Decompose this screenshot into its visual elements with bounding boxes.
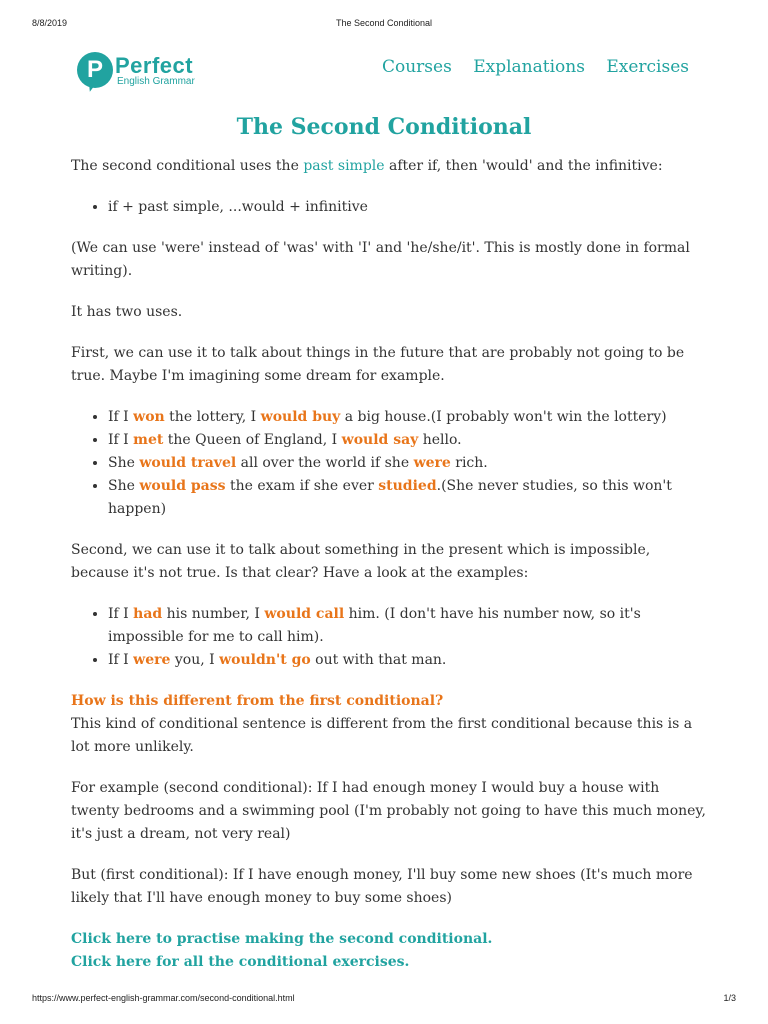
page-title: The Second Conditional <box>236 114 532 140</box>
example-text: .(She never studies, so this won't happen) <box>108 478 672 517</box>
logo-p-icon: P <box>77 52 113 88</box>
first-use-paragraph: First, we can use it to talk about things in the future that are probably not going to be true. Maybe I'm imagining some dream for example. <box>71 345 685 384</box>
example-text: the lottery, I <box>164 409 261 425</box>
site-logo[interactable] <box>77 52 217 94</box>
note-paragraph: (We can use 'were' instead of 'was' with 'I' and 'he/she/it'. This is mostly done in formal writing). <box>71 240 690 279</box>
intro-highlight: past simple <box>303 158 385 174</box>
article-body <box>71 155 711 974</box>
verb-highlight: studied <box>378 478 437 494</box>
examples-present-list <box>71 603 711 672</box>
nav-explanations[interactable]: Explanations <box>473 57 585 77</box>
example-item <box>108 452 711 475</box>
nav-exercises[interactable]: Exercises <box>606 57 689 77</box>
example-item <box>108 429 711 452</box>
intro-before: The second conditional uses the <box>71 158 304 174</box>
examples-future-list <box>71 406 711 521</box>
example-text: hello. <box>418 432 462 448</box>
logo-subtitle: English Grammar <box>117 76 195 87</box>
example-text: the exam if she ever <box>225 478 379 494</box>
verb-highlight: met <box>133 432 164 448</box>
verb-highlight: wouldn't go <box>219 652 311 668</box>
practise-link[interactable]: Click here to practise making the second conditional. <box>71 931 493 947</box>
print-url: https://www.perfect-english-grammar.com/second-conditional.html <box>32 993 295 1003</box>
verb-highlight: would travel <box>139 455 237 471</box>
example-text: you, I <box>170 652 220 668</box>
example-text: If I <box>108 652 134 668</box>
print-date: 8/8/2019 <box>32 18 68 28</box>
logo-wordmark: Perfect <box>115 53 194 78</box>
two-uses-paragraph: It has two uses. <box>71 304 183 320</box>
example-text: rich. <box>450 455 488 471</box>
example-text: If I <box>108 606 134 622</box>
verb-highlight: would call <box>264 606 345 622</box>
example-text: his number, I <box>162 606 265 622</box>
example-text: all over the world if she <box>236 455 414 471</box>
main-nav <box>366 57 689 77</box>
print-title: The Second Conditional <box>335 18 433 28</box>
example-first-paragraph: But (first conditional): If I have enough money, I'll buy some new shoes (It's much more likely that I'll have enough money to buy some shoes) <box>71 867 693 906</box>
nav-courses[interactable]: Courses <box>381 57 452 77</box>
difference-paragraph: This kind of conditional sentence is different from the first conditional because this is a lot more unlikely. <box>71 716 693 755</box>
verb-highlight: were <box>413 455 451 471</box>
example-text: If I <box>108 432 134 448</box>
difference-subheading: How is this different from the first conditional? <box>71 693 444 709</box>
example-text: She <box>108 478 140 494</box>
verb-highlight: would say <box>341 432 419 448</box>
example-item <box>108 475 711 521</box>
example-text: the Queen of England, I <box>163 432 342 448</box>
formula-item: • if + past simple, ...would + infinitive <box>108 196 711 219</box>
verb-highlight: won <box>133 409 165 425</box>
formula-list <box>71 196 711 219</box>
second-use-paragraph: Second, we can use it to talk about something in the present which is impossible, because it's not true. Is that clear? Have a look at the examples: <box>71 542 651 581</box>
example-text: out with that man. <box>310 652 447 668</box>
intro-paragraph <box>71 155 711 178</box>
verb-highlight: would pass <box>139 478 226 494</box>
example-text: a big house.(I probably won't win the lottery) <box>340 409 667 425</box>
verb-highlight: were <box>133 652 171 668</box>
example-item <box>108 649 711 672</box>
example-text: She <box>108 455 140 471</box>
print-page-number: 1/3 <box>723 993 736 1003</box>
intro-after: after if, then 'would' and the infinitive: <box>384 158 663 174</box>
all-exercises-link[interactable]: Click here for all the conditional exercises. <box>71 954 410 970</box>
verb-highlight: had <box>133 606 163 622</box>
example-item <box>108 406 711 429</box>
example-second-paragraph: For example (second conditional): If I had enough money I would buy a house with twenty bedrooms and a swimming pool (I'm probably not going to have this much money, it's just a dream, not very real) <box>71 780 706 842</box>
example-item <box>108 603 711 649</box>
example-text: him. (I don't have his number now, so it's impossible for me to call him). <box>108 606 641 645</box>
example-text: If I <box>108 409 134 425</box>
verb-highlight: would buy <box>260 409 341 425</box>
